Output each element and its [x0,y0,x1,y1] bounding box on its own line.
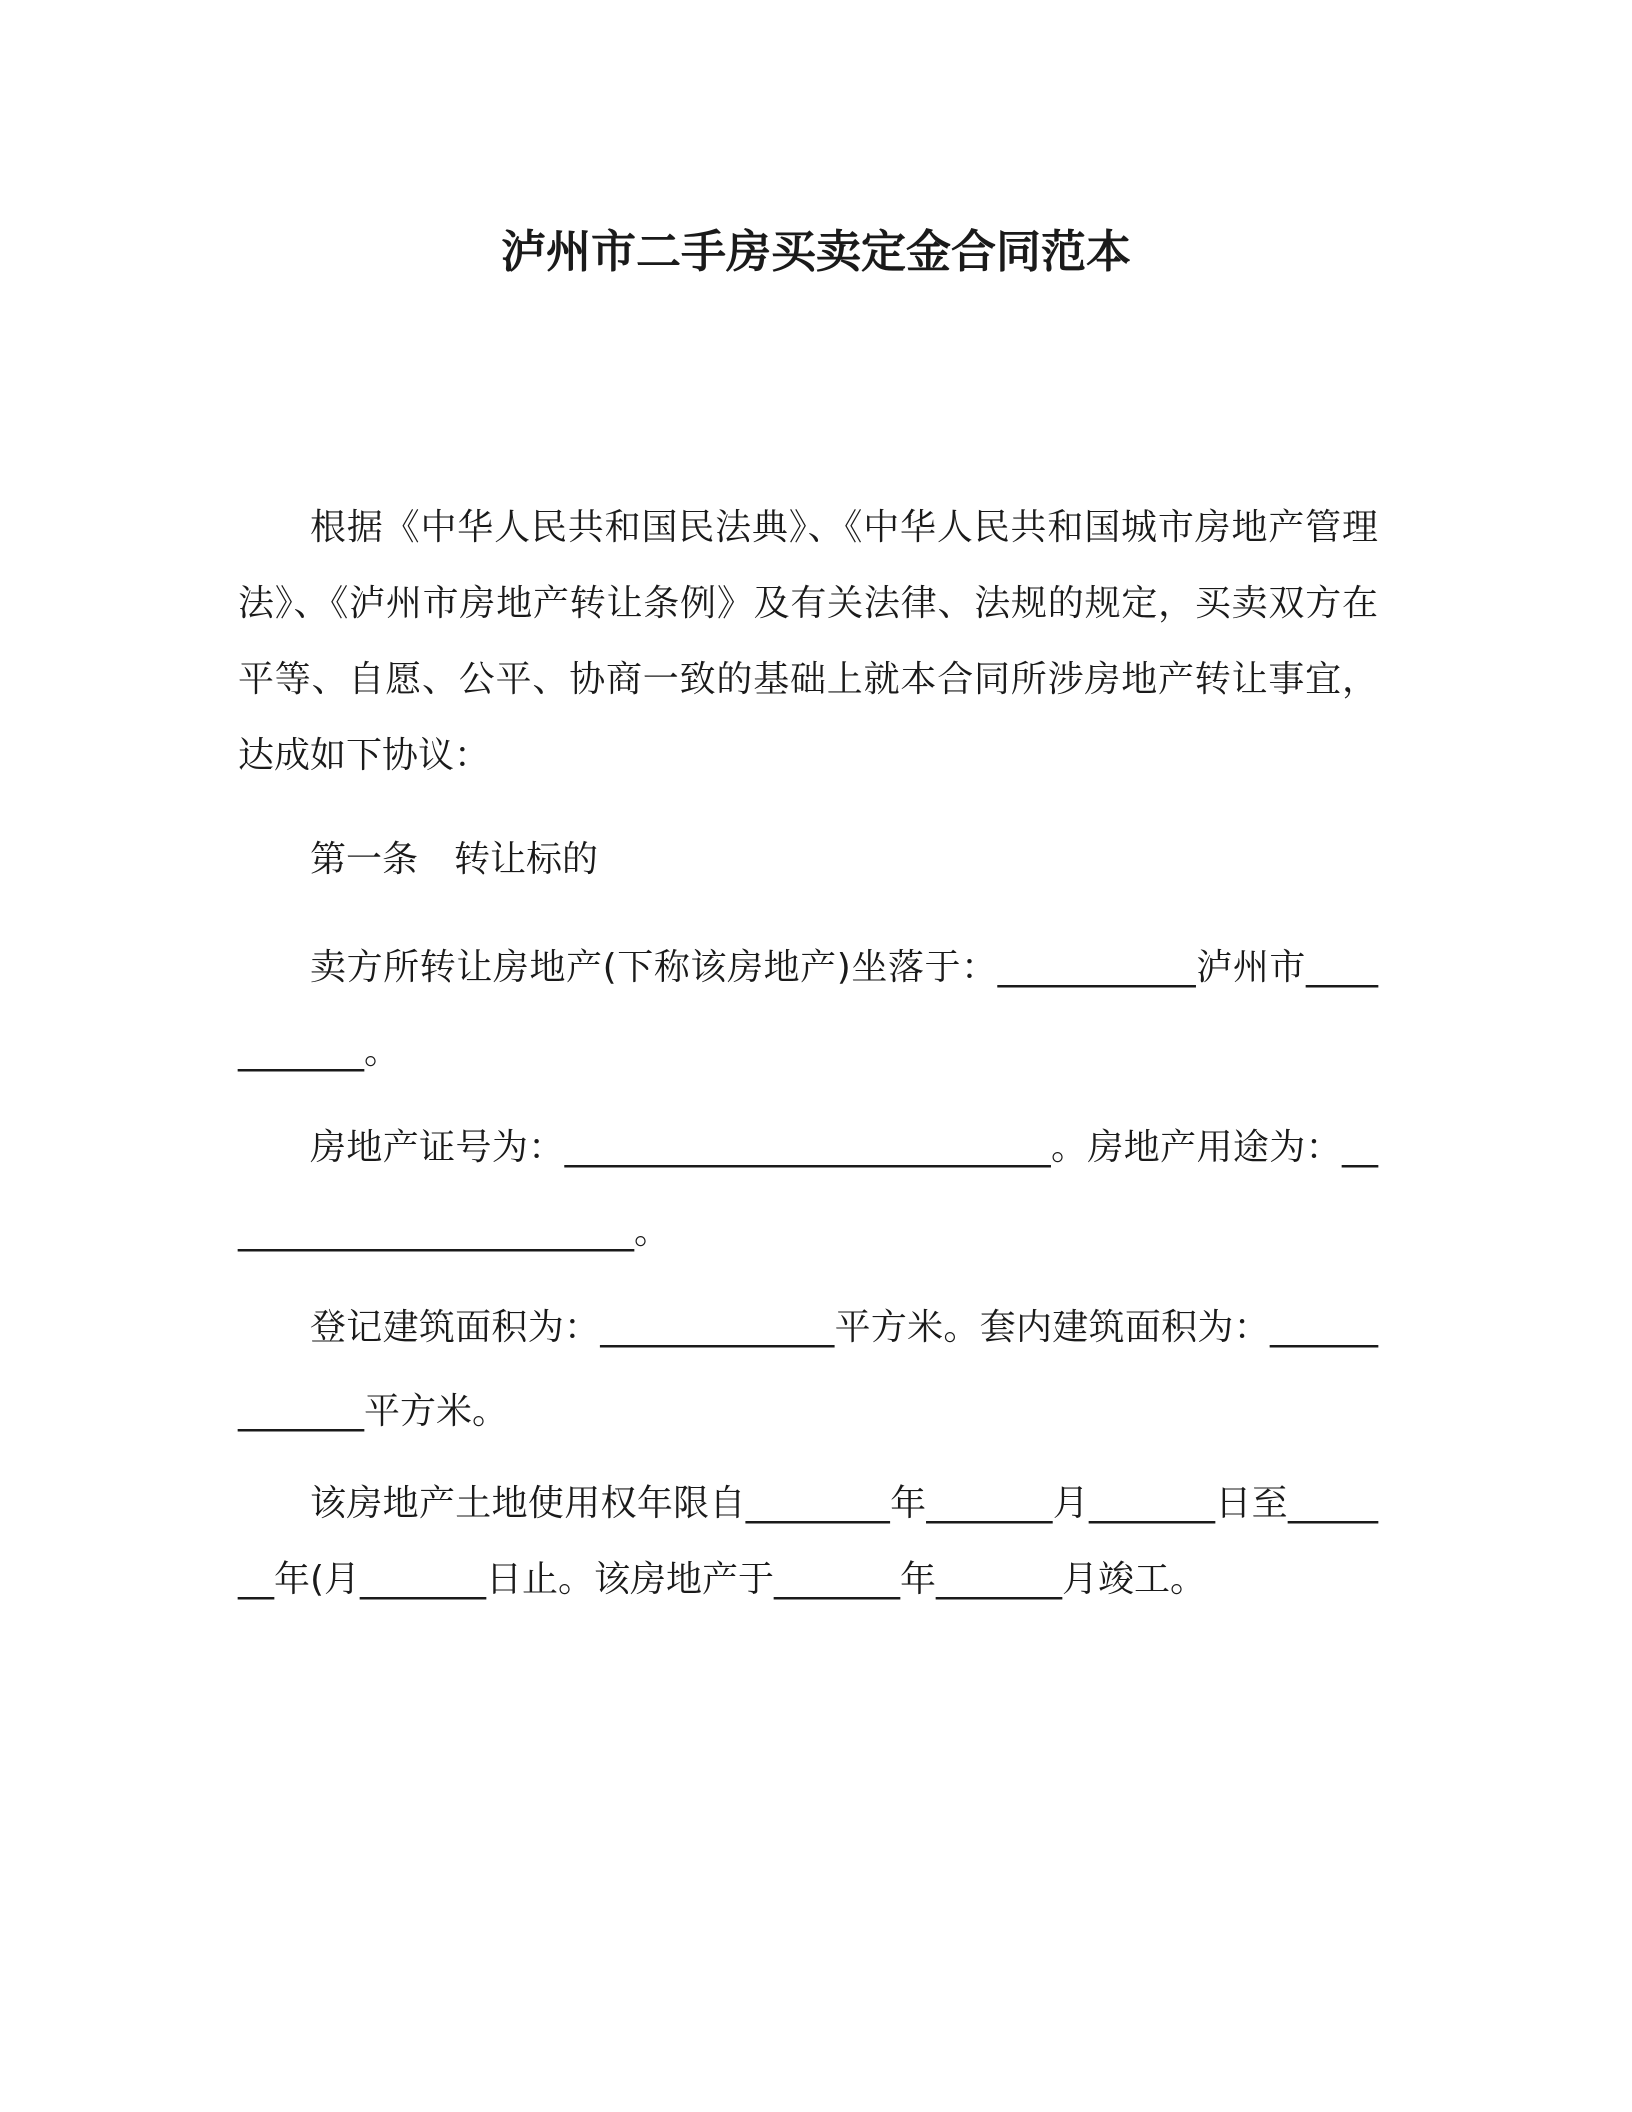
land-use-clause: 该房地产土地使用权年限自________年_______月_______日至_______年(月_______日止。该房地产于_______年_______月竣工。 [238,1483,1378,1600]
intro-paragraph: 根据《中华人民共和国民法典》、《中华人民共和国城市房地产管理法》、《泸州市房地产转让条例》及有关法律、法规的规定，买卖双方在平等、自愿、公平、协商一致的基础上就本合同所涉房地产转让事宜，达成如下协议： [238,507,1378,776]
document-title: 泸州市二手房买卖定金合同范本 [500,225,1131,278]
location-clause: 卖方所转让房地产(下称该房地产)坐落于：___________泸州市___________。 [238,947,1378,1072]
article-1-heading: 第一条 转让标的 [310,839,599,880]
document-body [238,490,1378,1646]
area-clause: 登记建筑面积为：_____________平方米。套内建筑面积为：_____________平方米。 [238,1307,1378,1432]
certificate-clause: 房地产证号为：___________________________。房地产用途为：________________________。 [238,1127,1378,1252]
